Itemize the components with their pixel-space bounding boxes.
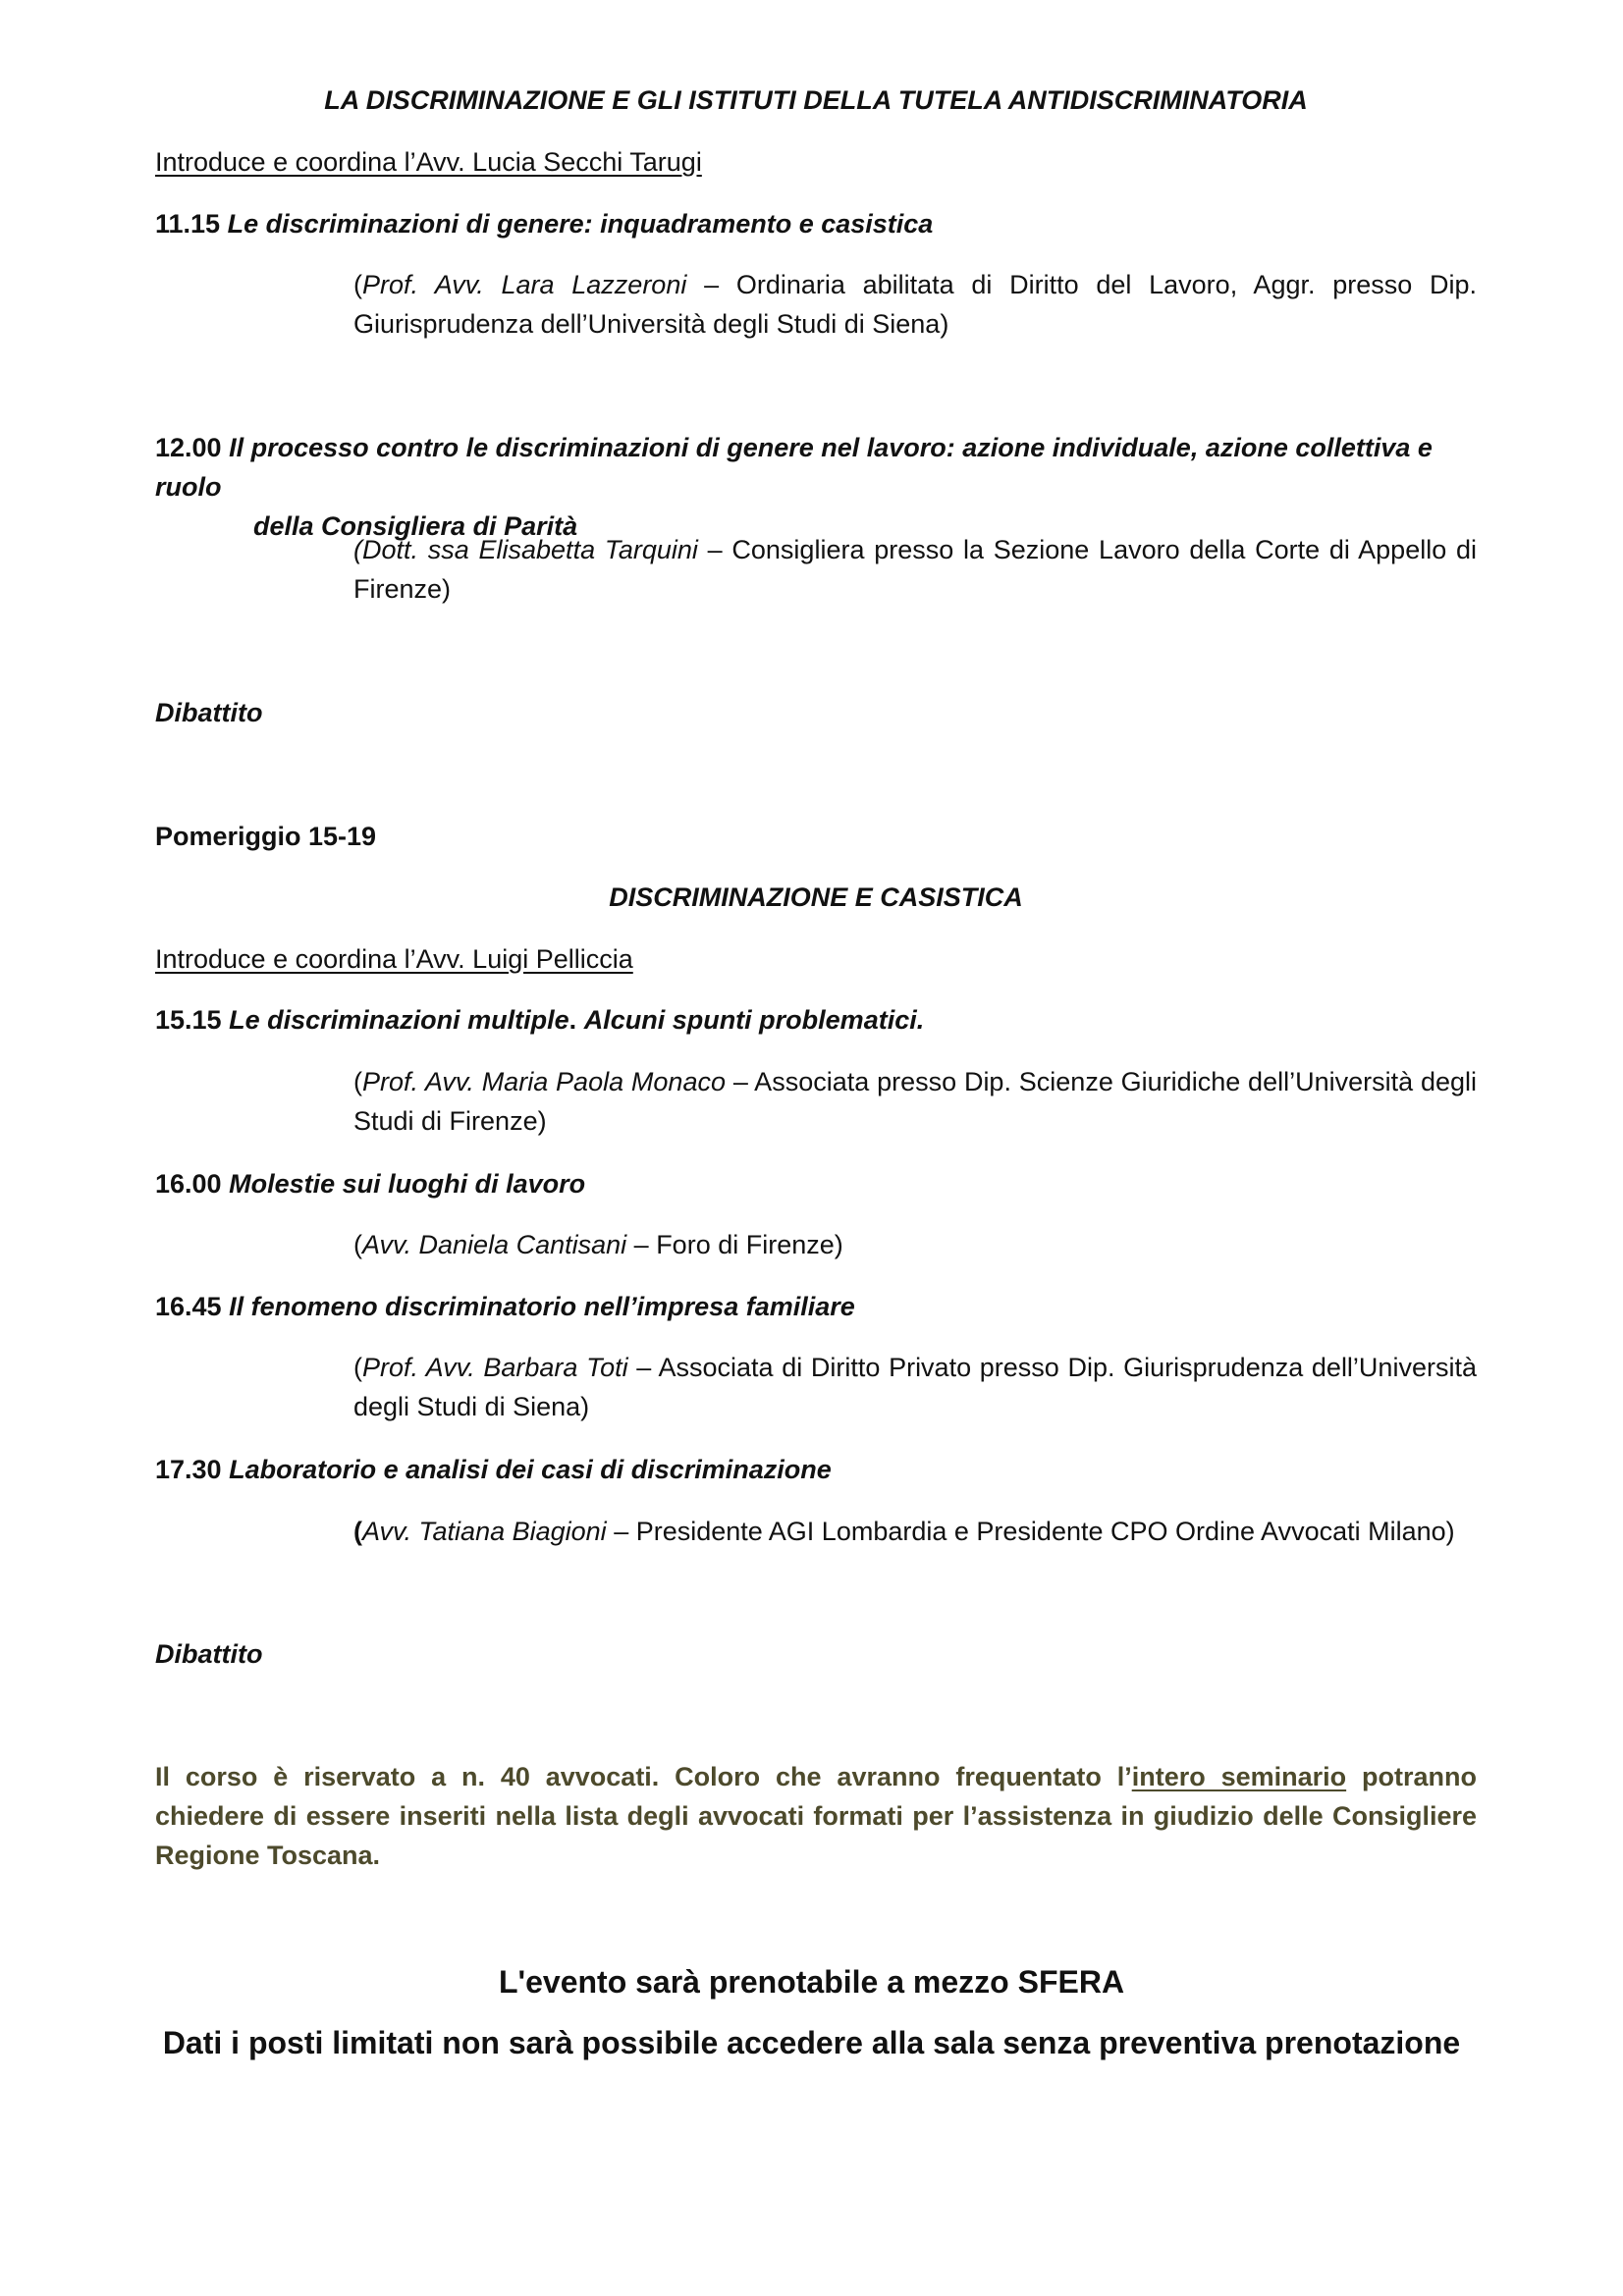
program-item-1645 — [155, 1287, 1477, 1326]
speaker-info: (Prof. Avv. Lara Lazzeroni – Ordinaria abilitata di Diritto del Lavoro, Aggr. presso Dip. Giurisprudenza dell’Università degli Studi di Siena) — [353, 270, 1477, 339]
speaker-info: (Prof. Avv. Maria Paola Monaco – Associata presso Dip. Scienze Giuridiche dell’Università degli Studi di Firenze) — [353, 1067, 1477, 1136]
item-time: 16.00 — [155, 1169, 222, 1199]
program-item-1515 — [155, 1000, 1477, 1040]
item-topic-continued: della Consigliera di Parità — [253, 511, 578, 541]
program-item-1600 — [155, 1164, 1477, 1203]
notice-text-start: Il corso è riservato a n. 40 avvocati. Coloro che avranno frequentato l’ — [155, 1762, 1132, 1791]
speaker-role: – Associata di Diritto Privato presso Dip. Giurisprudenza dell’Università degli Studi di Siena) — [353, 1353, 1477, 1421]
item-topic: Le discriminazioni multiple — [229, 1005, 569, 1035]
program-item-1730 — [155, 1450, 1477, 1489]
speaker-info: (Prof. Avv. Barbara Toti – Associata di Diritto Privato presso Dip. Giurisprudenza dell’Università degli Studi di Siena) — [353, 1353, 1477, 1421]
section-title: LA DISCRIMINAZIONE E GLI ISTITUTI DELLA TUTELA ANTIDISCRIMINATORIA — [324, 85, 1308, 115]
speaker-role: – Presidente AGI Lombardia e Presidente CPO Ordine Avvocati Milano) — [614, 1517, 1455, 1546]
booking-note: L'evento sarà prenotabile a mezzo SFERA — [498, 1964, 1125, 2000]
speaker-name: Prof. Avv. Barbara Toti — [362, 1353, 628, 1382]
speaker-name: Prof. Avv. Lara Lazzeroni — [362, 270, 687, 299]
item-topic: Il fenomeno discriminatorio nell’impresa familiare — [229, 1292, 855, 1321]
speaker-role: – Consigliera presso la Sezione Lavoro della Corte di Appello di Firenze) — [353, 535, 1477, 604]
item-time: 17.30 — [155, 1455, 222, 1484]
item-topic-subtitle: Alcuni spunti problematici. — [583, 1005, 925, 1035]
item-topic: Il processo contro le discriminazioni di genere nel lavoro: azione individuale, azione collettiva e ruolo — [155, 433, 1433, 502]
debate-label: Dibattito — [155, 698, 263, 727]
debate-label: Dibattito — [155, 1639, 263, 1669]
item-topic: Laboratorio e analisi dei casi di discriminazione — [229, 1455, 832, 1484]
speaker-name: (Dott. ssa Elisabetta Tarquini — [353, 535, 698, 564]
section-title: DISCRIMINAZIONE E CASISTICA — [609, 882, 1023, 912]
speaker-info: (Avv. Tatiana Biagioni – Presidente AGI Lombardia e Presidente CPO Ordine Avvocati Milano) — [353, 1517, 1455, 1546]
coordinator-line: Introduce e coordina l’Avv. Luigi Pelliccia — [155, 944, 633, 974]
speaker-info — [353, 530, 1477, 609]
item-time: 16.45 — [155, 1292, 222, 1321]
speaker-role: – Foro di Firenze) — [633, 1230, 843, 1259]
speaker-name: Prof. Avv. Maria Paola Monaco — [362, 1067, 726, 1096]
notice-text-end: potranno chiedere di essere inseriti nella lista degli avvocati formati per l’assistenza in giudizio delle Consigliere Regione Toscana. — [155, 1762, 1477, 1870]
speaker-role: – Associata presso Dip. Scienze Giuridiche dell’Università degli Studi di Firenze) — [353, 1067, 1477, 1136]
speaker-info: (Avv. Daniela Cantisani – Foro di Firenze) — [353, 1230, 843, 1259]
item-topic: Le discriminazioni di genere: inquadramento e casistica — [227, 209, 934, 239]
coordinator-line: Introduce e coordina l’Avv. Lucia Secchi Tarugi — [155, 147, 702, 177]
program-item-1200 — [155, 428, 1477, 546]
item-time: 15.15 — [155, 1005, 222, 1035]
speaker-name: Avv. Tatiana Biagioni — [362, 1517, 607, 1546]
item-topic-separator: . — [568, 1005, 577, 1035]
notice-emphasis: intero seminario — [1131, 1762, 1347, 1791]
speaker-name: Avv. Daniela Cantisani — [362, 1230, 627, 1259]
registration-notice — [155, 1757, 1477, 1875]
afternoon-label: Pomeriggio 15-19 — [155, 822, 377, 851]
limited-seats-note: Dati i posti limitati non sarà possibile accedere alla sala senza preventiva prenotazione — [162, 2025, 1461, 2060]
item-topic: Molestie sui luoghi di lavoro — [229, 1169, 586, 1199]
item-time: 12.00 — [155, 433, 222, 462]
speaker-role: – Ordinaria abilitata di Diritto del Lavoro, Aggr. presso Dip. Giurisprudenza dell’Università degli Studi di Siena) — [353, 270, 1477, 339]
program-item-1115 — [155, 204, 1477, 243]
item-time: 11.15 — [155, 209, 221, 239]
